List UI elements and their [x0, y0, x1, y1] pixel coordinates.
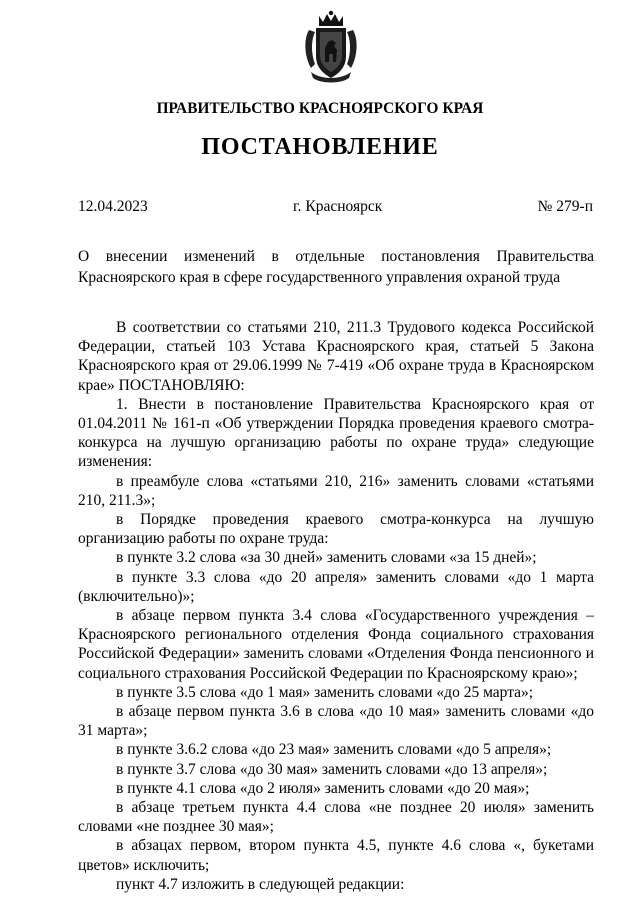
document-subject: О внесении изменений в отдельные постановления Правительства Красноярского края в сфере государственного управления охраной труда [78, 248, 594, 286]
body-paragraph: в Порядке проведения краевого смотра-конкурса на лучшую организацию работы по охране труда: [78, 511, 594, 548]
government-name: ПРАВИТЕЛЬСТВО КРАСНОЯРСКОГО КРАЯ [156, 100, 484, 117]
document-body [78, 318, 594, 894]
body-paragraph: в пункте 3.3 слова «до 20 апреля» заменить словами «до 1 марта (включительно)»; [78, 568, 594, 605]
body-paragraph: в преамбуле слова «статьями 210, 216» заменить словами «статьями 210, 211.3»; [78, 472, 594, 509]
document-type-title: ПОСТАНОВЛЕНИЕ [201, 134, 439, 160]
body-paragraph: в пункте 3.7 слова «до 30 мая» заменить словами «до 13 апреля»; [116, 760, 548, 778]
body-paragraph: в абзаце первом пункта 3.6 в слова «до 10 мая» заменить словами «до 31 марта»; [78, 703, 594, 740]
document-city: г. Красноярск [293, 198, 383, 215]
body-paragraph: в пункте 3.2 слова «за 30 дней» заменить словами «за 15 дней»; [116, 549, 537, 567]
body-paragraph: в пункте 4.1 слова «до 2 июля» заменить словами «до 20 мая»; [116, 779, 530, 797]
coat-of-arms-emblem [301, 10, 361, 86]
body-paragraph: в пункте 3.5 слова «до 1 мая» заменить словами «до 25 марта»; [116, 683, 534, 701]
body-paragraph: В соответствии со статьями 210, 211.3 Трудового кодекса Российской Федерации, статьей 103 Устава Красноярского края, статьей 5 Закона Красноярского края от 29.06.1999 № 7-419 «Об охране труда в Красноярском крае» ПОСТАНОВЛЯЮ: [78, 319, 594, 394]
document-date: 12.04.2023 [78, 198, 148, 215]
body-paragraph: в абзацах первом, втором пункта 4.5, пункте 4.6 слова «, букетами цветов» исключить; [78, 837, 594, 874]
coat-of-arms-icon [301, 10, 361, 86]
body-paragraph: в абзаце первом пункта 3.4 слова «Государственного учреждения – Красноярского регионального отделения Фонда социального страхования Российской Федерации» заменить словами «Отделения Фонда пенсионного и социального страхования Российской Федерации по Красноярскому краю»; [78, 607, 594, 682]
body-paragraph: 1. Внести в постановление Правительства Красноярского края от 01.04.2011 № 161-п «Об утверждении Порядка проведения краевого смотра-конкурса на лучшую организацию работы по охране труда» следующие изменения: [78, 395, 594, 471]
document-number: № 279-п [537, 198, 593, 215]
body-paragraph: пункт 4.7 изложить в следующей редакции: [116, 875, 405, 893]
body-paragraph: в пункте 3.6.2 слова «до 23 мая» заменить словами «до 5 апреля»; [116, 741, 552, 759]
body-paragraph: в абзаце третьем пункта 4.4 слова «не позднее 20 июля» заменить словами «не позднее 30 мая»; [78, 799, 594, 836]
